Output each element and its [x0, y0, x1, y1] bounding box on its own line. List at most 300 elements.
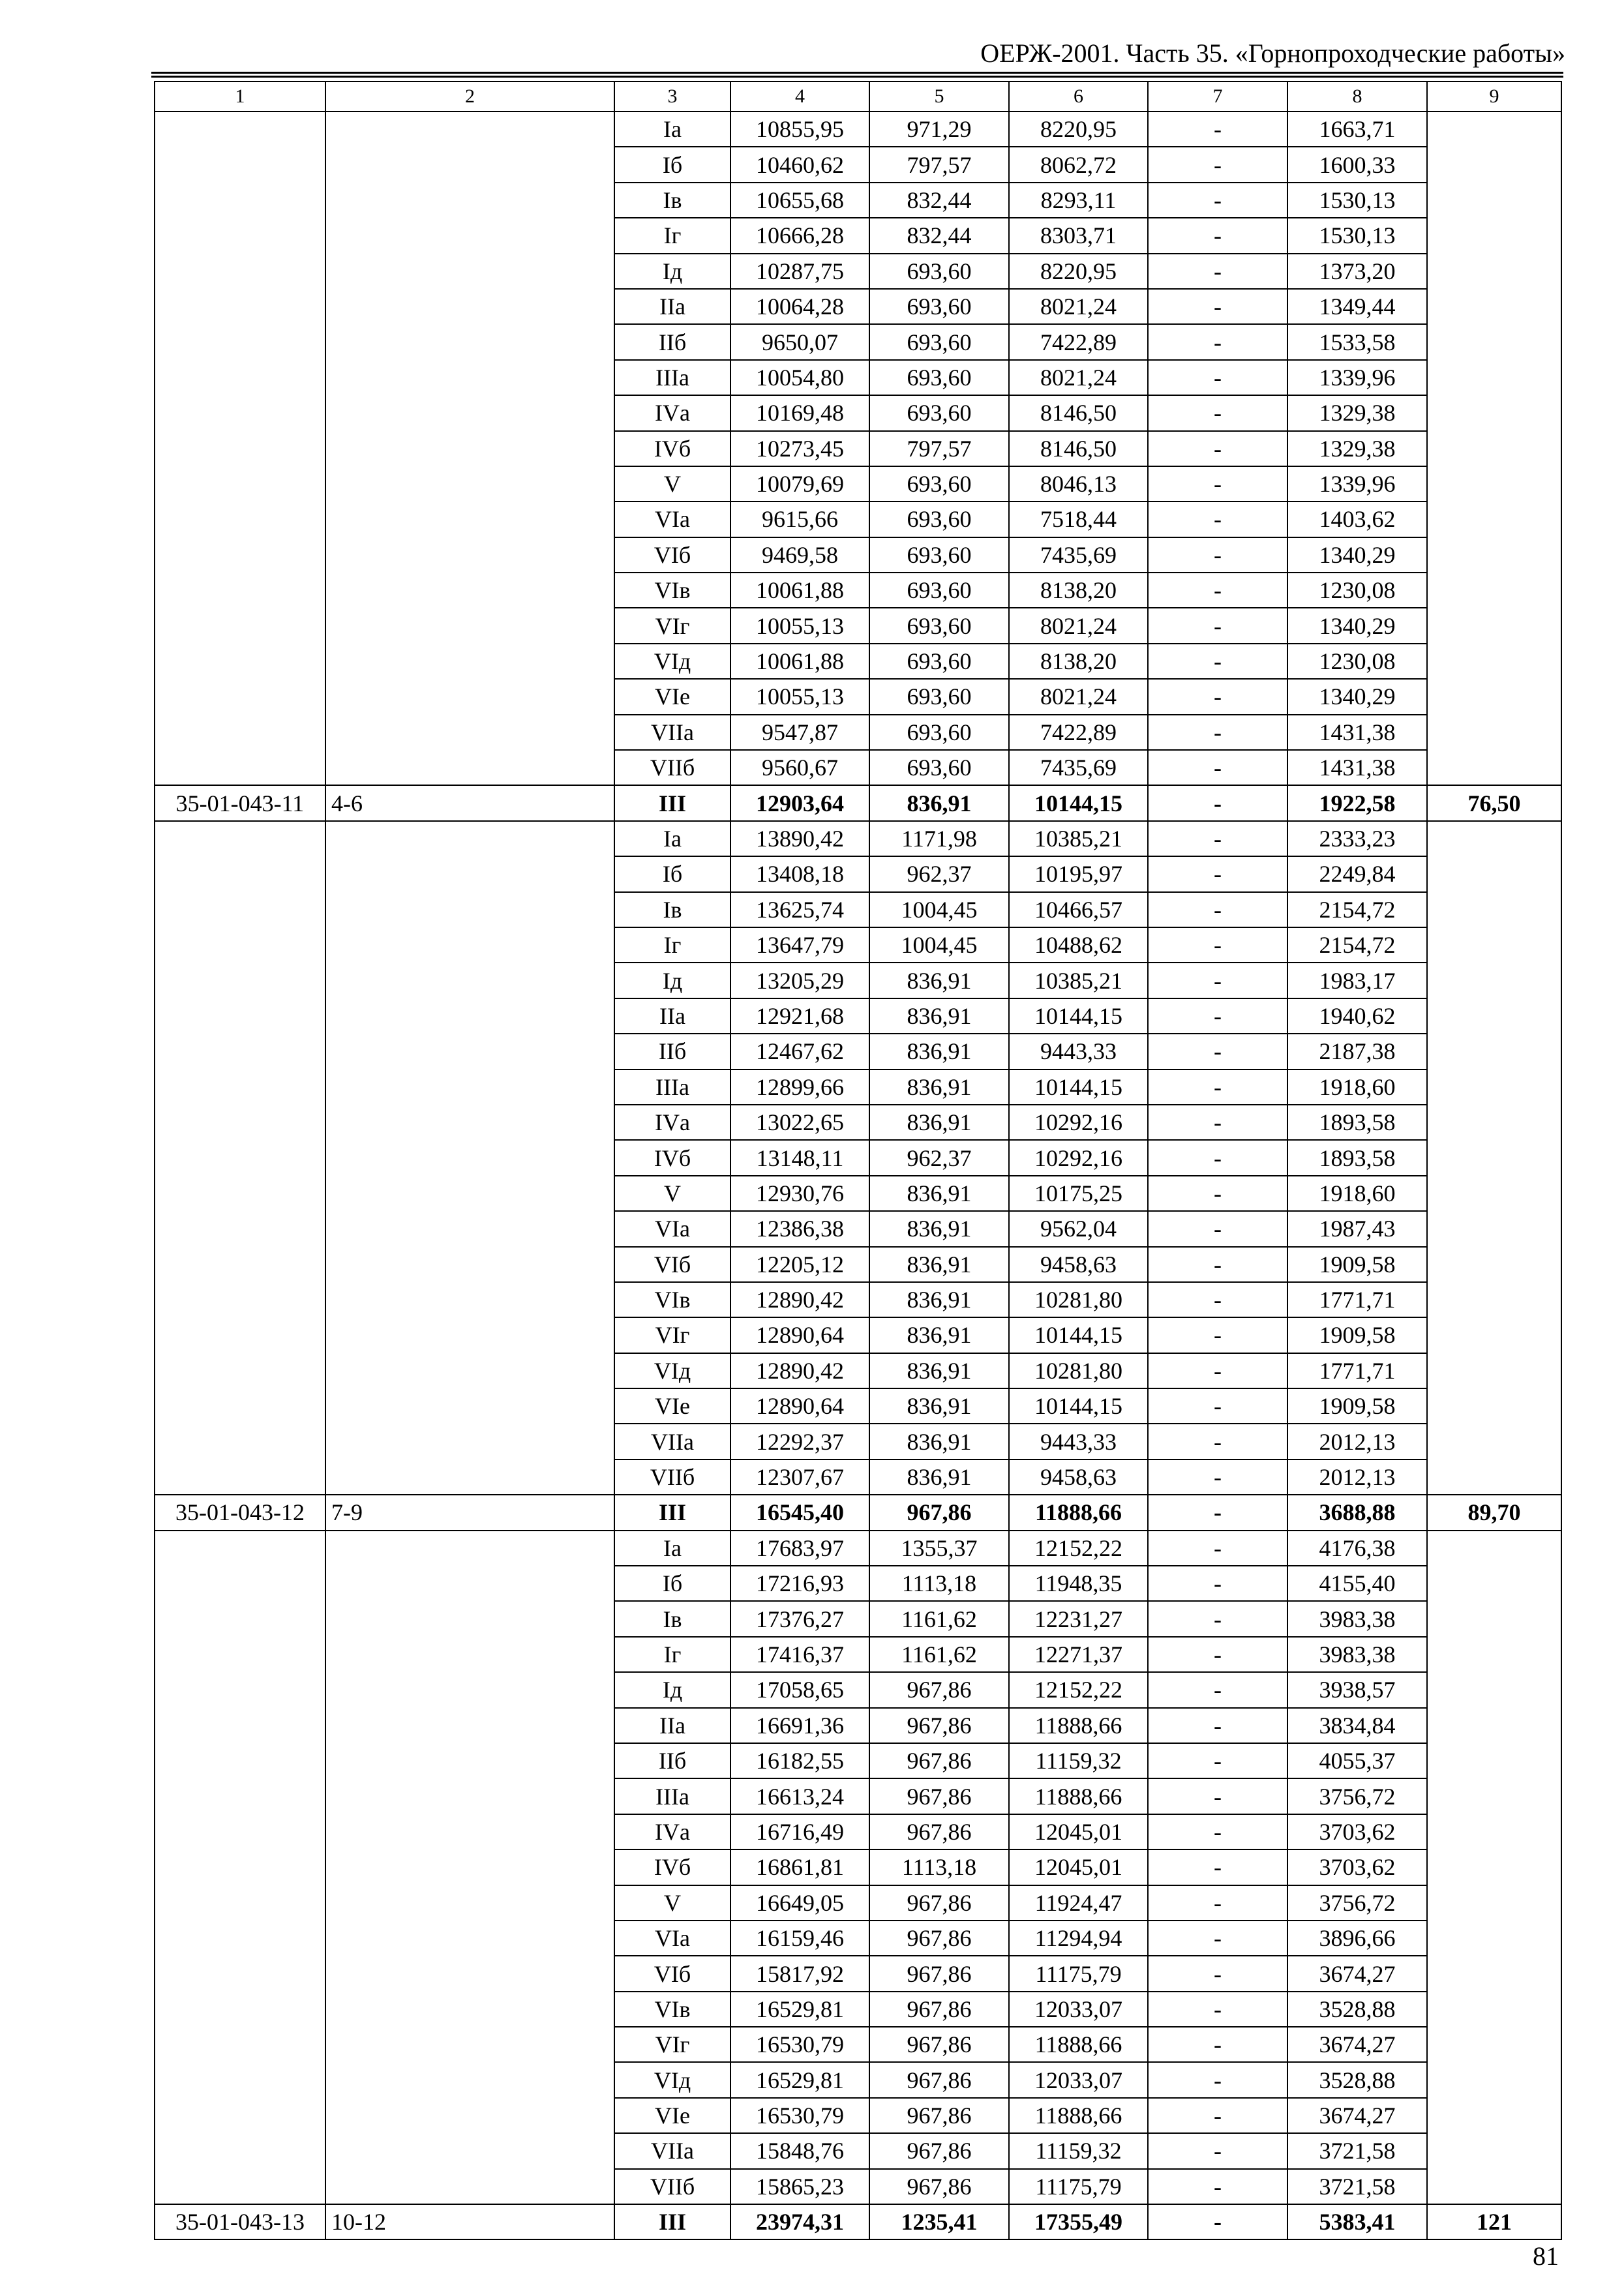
column-number: 3 [614, 82, 730, 112]
col9-cell-empty [1427, 431, 1561, 466]
value-cell: - [1148, 1743, 1287, 1778]
value-cell: 8021,24 [1009, 360, 1148, 395]
value-cell: - [1148, 608, 1287, 643]
sub-code-cell: IVб [614, 431, 730, 466]
col9-cell-empty [1427, 1708, 1561, 1743]
value-cell: 836,91 [869, 998, 1009, 1034]
table-row [155, 856, 1561, 891]
table-row [155, 1814, 1561, 1849]
col9-cell-empty [1427, 998, 1561, 1034]
value-cell: 10287,75 [730, 254, 869, 289]
value-cell: 4155,40 [1287, 1566, 1427, 1601]
code-cell-empty [155, 147, 325, 182]
value-cell: 10666,28 [730, 218, 869, 253]
rates-table [154, 81, 1562, 2240]
col9-cell-empty [1427, 466, 1561, 501]
code-cell-empty [155, 1282, 325, 1317]
value-cell: 11294,94 [1009, 1921, 1148, 1956]
value-cell: - [1148, 2169, 1287, 2204]
code-cell-empty [155, 679, 325, 714]
col9-cell-empty [1427, 1353, 1561, 1388]
range-cell-empty [325, 1708, 614, 1743]
value-cell: 10054,80 [730, 360, 869, 395]
value-cell: 1909,58 [1287, 1317, 1427, 1353]
sub-code-cell: Iб [614, 856, 730, 891]
value-cell: - [1148, 715, 1287, 750]
sub-code-cell: VIIб [614, 1459, 730, 1495]
sub-code-cell: VIд [614, 1353, 730, 1388]
value-cell: 1893,58 [1287, 1140, 1427, 1175]
rate-range: 7-9 [325, 1495, 614, 1530]
value-cell: 1230,08 [1287, 573, 1427, 608]
value-cell: - [1148, 927, 1287, 963]
value-cell: 1349,44 [1287, 289, 1427, 324]
value-cell: 3703,62 [1287, 1814, 1427, 1849]
col9-cell-empty [1427, 537, 1561, 573]
code-cell-empty [155, 2133, 325, 2168]
value-cell: 16716,49 [730, 1814, 869, 1849]
sub-code-cell: IIIа [614, 1070, 730, 1105]
value-cell: 2333,23 [1287, 821, 1427, 856]
range-cell-empty [325, 892, 614, 927]
value-cell: - [1148, 254, 1287, 289]
value-cell: 8220,95 [1009, 254, 1148, 289]
range-cell-empty [325, 1176, 614, 1211]
value-cell: 693,60 [869, 360, 1009, 395]
value-cell: 12292,37 [730, 1424, 869, 1459]
value-cell: 13625,74 [730, 892, 869, 927]
code-cell-empty [155, 2098, 325, 2133]
value-cell: 3938,57 [1287, 1672, 1427, 1707]
table-row [155, 963, 1561, 998]
value-cell: 10175,25 [1009, 1176, 1148, 1211]
col9-cell-empty [1427, 1531, 1561, 1566]
value-cell: 1340,29 [1287, 608, 1427, 643]
value-cell: 8138,20 [1009, 573, 1148, 608]
table-row [155, 573, 1561, 608]
code-cell-empty [155, 537, 325, 573]
value-cell: 16182,55 [730, 1743, 869, 1778]
code-cell-empty [155, 324, 325, 359]
sub-code-cell: VIд [614, 644, 730, 679]
table-row-main [155, 785, 1561, 820]
col9-cell-empty [1427, 324, 1561, 359]
code-cell-empty [155, 1921, 325, 1956]
value-cell: 1771,71 [1287, 1282, 1427, 1317]
col9-cell-empty [1427, 218, 1561, 253]
value-cell: 693,60 [869, 501, 1009, 537]
sub-code-cell: IIб [614, 324, 730, 359]
value-cell: 1983,17 [1287, 963, 1427, 998]
code-cell-empty [155, 750, 325, 785]
column-number: 4 [730, 82, 869, 112]
value-cell: 836,91 [869, 963, 1009, 998]
value-cell: 1171,98 [869, 821, 1009, 856]
value-cell: 11159,32 [1009, 2133, 1148, 2168]
sub-code-cell: VIе [614, 1388, 730, 1424]
value-cell: 3674,27 [1287, 1956, 1427, 1991]
value-cell: 11888,66 [1009, 1778, 1148, 1814]
value-cell: - [1148, 1140, 1287, 1175]
table-row [155, 1992, 1561, 2027]
code-cell-empty [155, 1211, 325, 1246]
col9-cell-empty [1427, 1601, 1561, 1636]
value-cell: 1355,37 [869, 1531, 1009, 1566]
range-cell-empty [325, 998, 614, 1034]
value-cell: 1530,13 [1287, 218, 1427, 253]
value-cell: 7435,69 [1009, 537, 1148, 573]
value-cell: 8021,24 [1009, 608, 1148, 643]
table-row [155, 1070, 1561, 1105]
page-header-title: ОЕРЖ-2001. Часть 35. «Горнопроходческие работы» [980, 38, 1565, 68]
value-cell: 967,86 [869, 1708, 1009, 1743]
range-cell-empty [325, 1424, 614, 1459]
value-cell: 693,60 [869, 289, 1009, 324]
table-row [155, 1778, 1561, 1814]
value-cell: - [1148, 1531, 1287, 1566]
value-cell: 1329,38 [1287, 395, 1427, 430]
value-cell: 12205,12 [730, 1247, 869, 1282]
value-cell: 12152,22 [1009, 1531, 1148, 1566]
col9-cell-empty [1427, 1566, 1561, 1601]
sub-code-cell: VIб [614, 1247, 730, 1282]
col9-cell-empty [1427, 963, 1561, 998]
value-cell: 3703,62 [1287, 1849, 1427, 1885]
value-cell: 12045,01 [1009, 1849, 1148, 1885]
range-cell-empty [325, 1388, 614, 1424]
sub-code-cell: Iв [614, 1601, 730, 1636]
value-cell: 10292,16 [1009, 1140, 1148, 1175]
table-row [155, 1921, 1561, 1956]
value-cell: 1403,62 [1287, 501, 1427, 537]
table-row [155, 1105, 1561, 1140]
value-cell: 967,86 [869, 1743, 1009, 1778]
col9-cell-empty [1427, 1921, 1561, 1956]
range-cell-empty [325, 2062, 614, 2097]
code-cell-empty [155, 1743, 325, 1778]
col9-cell-empty [1427, 715, 1561, 750]
range-cell-empty [325, 1282, 614, 1317]
value-cell: - [1148, 856, 1287, 891]
main-value-cell: 3688,88 [1287, 1495, 1427, 1530]
sub-code-cell: IIа [614, 289, 730, 324]
col9-cell-empty [1427, 573, 1561, 608]
value-cell: 16649,05 [730, 1885, 869, 1921]
value-cell: - [1148, 1672, 1287, 1707]
value-cell: - [1148, 1849, 1287, 1885]
value-cell: 832,44 [869, 218, 1009, 253]
sub-code-cell: IVа [614, 395, 730, 430]
value-cell: 12033,07 [1009, 2062, 1148, 2097]
value-cell: - [1148, 1211, 1287, 1246]
value-cell: - [1148, 324, 1287, 359]
range-cell-empty [325, 927, 614, 963]
code-cell-empty [155, 1708, 325, 1743]
rates-table-body [155, 82, 1561, 2239]
sub-code-cell: IVа [614, 1105, 730, 1140]
table-row [155, 1743, 1561, 1778]
main-value-cell: 836,91 [869, 785, 1009, 820]
rate-range: 10-12 [325, 2204, 614, 2239]
sub-code-cell: VIа [614, 1211, 730, 1246]
table-row [155, 1601, 1561, 1636]
value-cell: 10488,62 [1009, 927, 1148, 963]
range-cell-empty [325, 1140, 614, 1175]
table-row [155, 2133, 1561, 2168]
code-cell-empty [155, 644, 325, 679]
value-cell: 13205,29 [730, 963, 869, 998]
value-cell: 10460,62 [730, 147, 869, 182]
value-cell: 1340,29 [1287, 679, 1427, 714]
value-cell: - [1148, 1708, 1287, 1743]
col9-cell-empty [1427, 1849, 1561, 1885]
sub-code-cell: Iв [614, 183, 730, 218]
value-cell: 12271,37 [1009, 1637, 1148, 1672]
col9-cell-empty [1427, 927, 1561, 963]
value-cell: 962,37 [869, 856, 1009, 891]
main-value-cell: 1235,41 [869, 2204, 1009, 2239]
value-cell: 17216,93 [730, 1566, 869, 1601]
value-cell: 13408,18 [730, 856, 869, 891]
col9-cell-empty [1427, 2133, 1561, 2168]
value-cell: 693,60 [869, 715, 1009, 750]
value-cell: 8146,50 [1009, 395, 1148, 430]
code-cell-empty [155, 1531, 325, 1566]
table-row [155, 501, 1561, 537]
col9-cell-empty [1427, 892, 1561, 927]
range-cell-empty [325, 1353, 614, 1388]
value-cell: 10281,80 [1009, 1353, 1148, 1388]
table-row [155, 998, 1561, 1034]
col9-cell-empty [1427, 1176, 1561, 1211]
value-cell: 9469,58 [730, 537, 869, 573]
value-cell: 8021,24 [1009, 679, 1148, 714]
value-cell: - [1148, 1566, 1287, 1601]
range-cell-empty [325, 573, 614, 608]
range-cell-empty [325, 1849, 614, 1885]
table-row [155, 431, 1561, 466]
sub-code-cell: V [614, 1885, 730, 1921]
value-cell: 1663,71 [1287, 112, 1427, 147]
value-cell: - [1148, 1921, 1287, 1956]
value-cell: - [1148, 1778, 1287, 1814]
sub-code-cell: IIIа [614, 1778, 730, 1814]
sub-code-cell: V [614, 1176, 730, 1211]
code-cell-empty [155, 1034, 325, 1069]
main-value-cell: - [1148, 2204, 1287, 2239]
value-cell: - [1148, 2098, 1287, 2133]
table-row [155, 1317, 1561, 1353]
range-cell-empty [325, 1885, 614, 1921]
range-cell-empty [325, 963, 614, 998]
col9-cell-empty [1427, 750, 1561, 785]
value-cell: 967,86 [869, 2062, 1009, 2097]
main-value-cell: - [1148, 785, 1287, 820]
main-code-cell: III [614, 785, 730, 820]
range-cell-empty [325, 147, 614, 182]
sub-code-cell: IIб [614, 1743, 730, 1778]
value-cell: - [1148, 2062, 1287, 2097]
value-cell: 836,91 [869, 1105, 1009, 1140]
col9-cell-empty [1427, 147, 1561, 182]
code-cell-empty [155, 963, 325, 998]
col9-cell-empty [1427, 1070, 1561, 1105]
sub-code-cell: VIа [614, 1921, 730, 1956]
value-cell: 693,60 [869, 608, 1009, 643]
value-cell: - [1148, 1424, 1287, 1459]
table-row [155, 892, 1561, 927]
value-cell: 2154,72 [1287, 892, 1427, 927]
value-cell: 12152,22 [1009, 1672, 1148, 1707]
value-cell: 1161,62 [869, 1601, 1009, 1636]
value-cell: 10385,21 [1009, 963, 1148, 998]
value-cell: 3674,27 [1287, 2027, 1427, 2062]
value-cell: 1909,58 [1287, 1388, 1427, 1424]
code-cell-empty [155, 608, 325, 643]
sub-code-cell: Iв [614, 892, 730, 927]
value-cell: 967,86 [869, 1956, 1009, 1991]
col9-cell-empty [1427, 2169, 1561, 2204]
col9-cell-empty [1427, 1637, 1561, 1672]
range-cell-empty [325, 537, 614, 573]
value-cell: 16159,46 [730, 1921, 869, 1956]
sub-code-cell: IVб [614, 1140, 730, 1175]
range-cell-empty [325, 715, 614, 750]
value-cell: 693,60 [869, 254, 1009, 289]
rate-code: 35-01-043-12 [155, 1495, 325, 1530]
value-cell: 12033,07 [1009, 1992, 1148, 2027]
value-cell: - [1148, 1956, 1287, 1991]
table-row [155, 2169, 1561, 2204]
table-row [155, 644, 1561, 679]
value-cell: 2249,84 [1287, 856, 1427, 891]
value-cell: 13647,79 [730, 927, 869, 963]
value-cell: 16529,81 [730, 2062, 869, 2097]
col9-cell-empty [1427, 1424, 1561, 1459]
value-cell: - [1148, 395, 1287, 430]
value-cell: 967,86 [869, 2133, 1009, 2168]
value-cell: 3528,88 [1287, 1992, 1427, 2027]
value-cell: 10144,15 [1009, 1317, 1148, 1353]
page-number: 81 [1533, 2241, 1559, 2271]
column-number: 9 [1427, 82, 1561, 112]
value-cell: 967,86 [869, 1672, 1009, 1707]
value-cell: 15848,76 [730, 2133, 869, 2168]
sub-code-cell: IIа [614, 998, 730, 1034]
table-row [155, 1531, 1561, 1566]
column-number: 2 [325, 82, 614, 112]
table-row [155, 1459, 1561, 1495]
value-cell: 1530,13 [1287, 183, 1427, 218]
code-cell-empty [155, 927, 325, 963]
value-cell: 3756,72 [1287, 1885, 1427, 1921]
value-cell: 16613,24 [730, 1778, 869, 1814]
code-cell-empty [155, 1778, 325, 1814]
header-rule-bottom [151, 76, 1563, 78]
table-row [155, 112, 1561, 147]
table-row [155, 2098, 1561, 2133]
sub-code-cell: Iа [614, 112, 730, 147]
value-cell: 10144,15 [1009, 998, 1148, 1034]
table-row-main [155, 2204, 1561, 2239]
value-cell: 7518,44 [1009, 501, 1148, 537]
value-cell: 15817,92 [730, 1956, 869, 1991]
range-cell-empty [325, 501, 614, 537]
col9-cell-empty [1427, 1388, 1561, 1424]
rate-code: 35-01-043-11 [155, 785, 325, 820]
value-cell: 1340,29 [1287, 537, 1427, 573]
col9-cell-empty [1427, 501, 1561, 537]
value-cell: 2012,13 [1287, 1459, 1427, 1495]
table-row [155, 1388, 1561, 1424]
value-cell: 12899,66 [730, 1070, 869, 1105]
column-number: 5 [869, 82, 1009, 112]
value-cell: 4055,37 [1287, 1743, 1427, 1778]
sub-code-cell: IIа [614, 1708, 730, 1743]
code-cell-empty [155, 1176, 325, 1211]
value-cell: 1113,18 [869, 1566, 1009, 1601]
table-row [155, 927, 1561, 963]
table-row [155, 1566, 1561, 1601]
sub-code-cell: Iб [614, 1566, 730, 1601]
value-cell: 11888,66 [1009, 1708, 1148, 1743]
sub-code-cell: VIа [614, 501, 730, 537]
code-cell-empty [155, 2027, 325, 2062]
code-cell-empty [155, 1459, 325, 1495]
main-value-cell: 23974,31 [730, 2204, 869, 2239]
code-cell-empty [155, 892, 325, 927]
code-cell-empty [155, 1353, 325, 1388]
value-cell: 10061,88 [730, 573, 869, 608]
sub-code-cell: VIв [614, 1282, 730, 1317]
value-cell: 836,91 [869, 1070, 1009, 1105]
value-cell: 10079,69 [730, 466, 869, 501]
sub-code-cell: VIIа [614, 2133, 730, 2168]
main-value-cell: 17355,49 [1009, 2204, 1148, 2239]
value-cell: 1987,43 [1287, 1211, 1427, 1246]
code-cell-empty [155, 821, 325, 856]
table-row [155, 1247, 1561, 1282]
col9-cell-empty [1427, 1992, 1561, 2027]
value-cell: 13022,65 [730, 1105, 869, 1140]
value-cell: - [1148, 218, 1287, 253]
main-code-cell: III [614, 1495, 730, 1530]
value-cell: 11175,79 [1009, 1956, 1148, 1991]
table-row [155, 608, 1561, 643]
value-cell: 2012,13 [1287, 1424, 1427, 1459]
table-row [155, 1211, 1561, 1246]
range-cell-empty [325, 1566, 614, 1601]
code-cell-empty [155, 183, 325, 218]
value-cell: 967,86 [869, 1885, 1009, 1921]
column-number: 6 [1009, 82, 1148, 112]
table-row [155, 821, 1561, 856]
value-cell: 693,60 [869, 679, 1009, 714]
sub-code-cell: Iд [614, 1672, 730, 1707]
range-cell-empty [325, 1637, 614, 1672]
value-cell: 967,86 [869, 2169, 1009, 2204]
col9-cell-empty [1427, 644, 1561, 679]
col9-cell-empty [1427, 1778, 1561, 1814]
code-cell-empty [155, 1388, 325, 1424]
value-cell: 693,60 [869, 324, 1009, 359]
value-cell: 3528,88 [1287, 2062, 1427, 2097]
col9-cell-empty [1427, 1672, 1561, 1707]
main-value-cell: 10144,15 [1009, 785, 1148, 820]
range-cell-empty [325, 1743, 614, 1778]
range-cell-empty [325, 218, 614, 253]
value-cell: 1918,60 [1287, 1070, 1427, 1105]
